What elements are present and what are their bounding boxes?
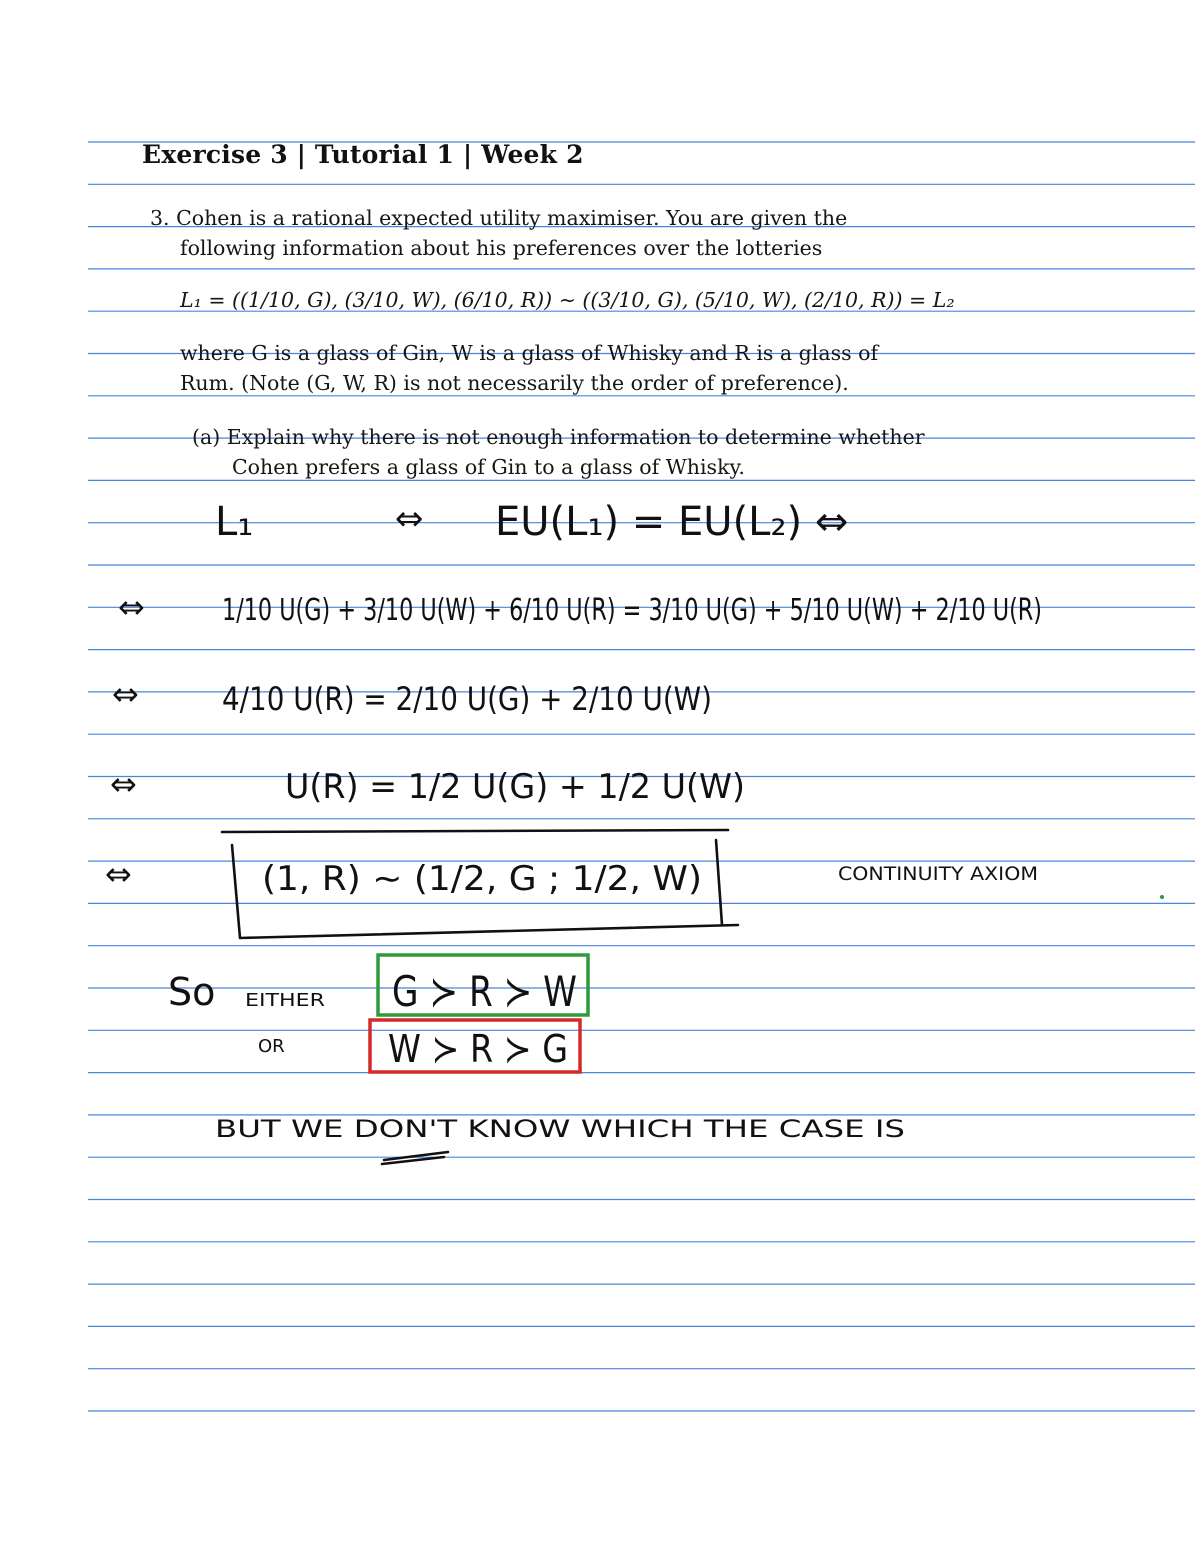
hw-either: EITHER [245,990,325,1011]
hw-row1-left: L₁ [215,499,254,545]
dont-underline [382,1152,448,1164]
hw-case2: W ≻ R ≻ G [388,1027,568,1071]
hw-final: BUT WE DON'T KNOW WHICH THE CASE IS [215,1115,905,1143]
hw-row2-arrow: ⇔ [118,588,145,626]
hw-row1-expr: EU(L₁) = EU(L₂) ⇔ [495,499,849,545]
hw-case1: G ≻ R ≻ W [392,967,577,1016]
green-dot [1160,895,1164,899]
hw-row5-expr: (1, R) ∼ (1/2, G ; 1/2, W) [262,859,702,899]
part-a-line-2: Cohen prefers a glass of Gin to a glass of Whisky. [232,455,745,479]
hw-row4-arrow: ⇔ [110,765,137,803]
problem-line-1: 3. Cohen is a rational expected utility maximiser. You are given the [150,206,848,230]
hw-so: So [168,970,216,1014]
hw-row3-arrow: ⇔ [112,675,139,713]
lottery-equation: L₁ = ((1/10, G), (3/10, W), (6/10, R)) ∼ ((3/10, G), (5/10, W), (2/10, R)) = L₂ [180,288,955,312]
problem-line-4: Rum. (Note (G, W, R) is not necessarily the order of preference). [180,371,849,395]
hw-row5-note: CONTINUITY AXIOM [838,863,1038,885]
hw-row4-expr: U(R) = 1/2 U(G) + 1/2 U(W) [285,767,745,807]
hw-row1-arrow: ⇔ [395,499,424,539]
hw-row2-expr: 1/10 U(G) + 3/10 U(W) + 6/10 U(R) = 3/10 U(G) + 5/10 U(W) + 2/10 U(R) [222,593,1042,628]
problem-line-2: following information about his preferences over the lotteries [180,236,823,260]
page-title: Exercise 3 | Tutorial 1 | Week 2 [142,140,584,169]
hw-row3-expr: 4/10 U(R) = 2/10 U(G) + 2/10 U(W) [222,680,712,718]
hw-row5-arrow: ⇔ [105,855,132,893]
hw-or: OR [258,1036,285,1057]
part-a-line-1: (a) Explain why there is not enough information to determine whether [192,425,925,449]
problem-line-3: where G is a glass of Gin, W is a glass of Whisky and R is a glass of [180,341,879,365]
